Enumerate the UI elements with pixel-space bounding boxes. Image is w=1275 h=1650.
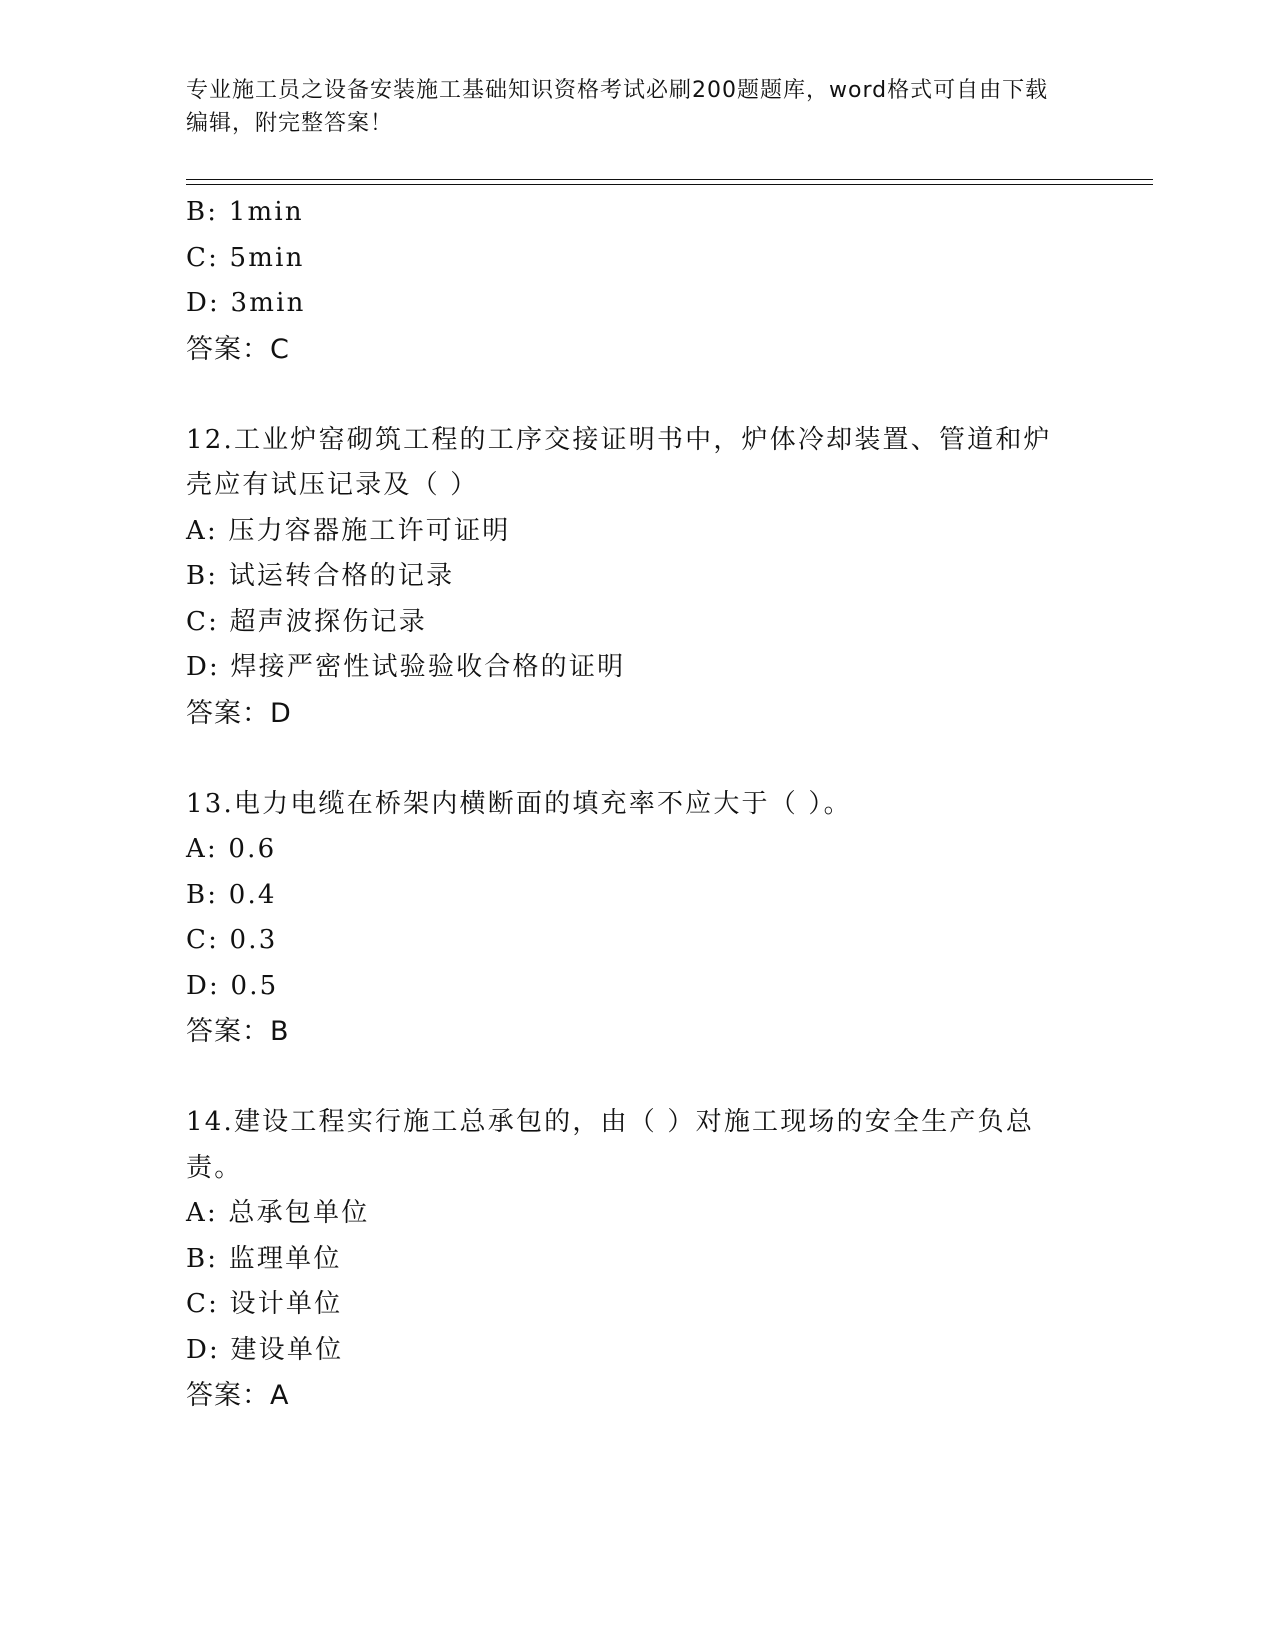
answer-line: 答案：A	[186, 1380, 290, 1411]
option-c: C: 5min	[186, 242, 305, 273]
question-stem: 14.建设工程实行施工总承包的，由（ ）对施工现场的安全生产负总责。	[186, 1107, 1035, 1183]
option-d: D: 建设单位	[186, 1334, 344, 1365]
question-13	[186, 782, 1086, 1055]
option-a: A: 压力容器施工许可证明	[186, 515, 511, 546]
option-d: D: 3min	[186, 288, 306, 318]
answer-line: 答案：C	[186, 333, 290, 365]
option-c: C: 超声波探伤记录	[186, 606, 427, 637]
answer-line: 答案：B	[186, 1016, 290, 1047]
option-c: C: 设计单位	[186, 1289, 343, 1319]
option-b: B: 试运转合格的记录	[186, 561, 455, 591]
option-a: A: 总承包单位	[186, 1198, 370, 1228]
document-header: 专业施工员之设备安装施工基础知识资格考试必刷200题题库，word格式可自由下载编辑，附完整答案！	[186, 78, 1049, 136]
option-d: D: 0.5	[186, 970, 279, 1001]
question-stem: 13.电力电缆在桥架内横断面的填充率不应大于（ ）。	[186, 788, 852, 819]
option-b: B: 0.4	[186, 879, 277, 910]
answer-line: 答案：D	[186, 697, 292, 729]
option-c: C: 0.3	[186, 925, 278, 955]
spacer	[186, 736, 1086, 782]
question-12	[186, 418, 1086, 737]
spacer	[186, 1055, 1086, 1101]
header-divider-top	[186, 179, 1153, 180]
spacer	[186, 372, 1086, 418]
question-11-continued	[186, 190, 1086, 372]
question-list	[186, 190, 1086, 1419]
option-b: B: 监理单位	[186, 1243, 342, 1274]
option-a: A: 0.6	[186, 834, 277, 864]
question-14	[186, 1100, 1086, 1419]
question-stem: 12.工业炉窑砌筑工程的工序交接证明书中，炉体冷却装置、管道和炉壳应有试压记录及（ ）	[186, 424, 1052, 500]
option-b: B: 1min	[186, 197, 304, 227]
header-divider-bottom	[186, 184, 1153, 185]
option-d: D: 焊接严密性试验验收合格的证明	[186, 652, 626, 682]
